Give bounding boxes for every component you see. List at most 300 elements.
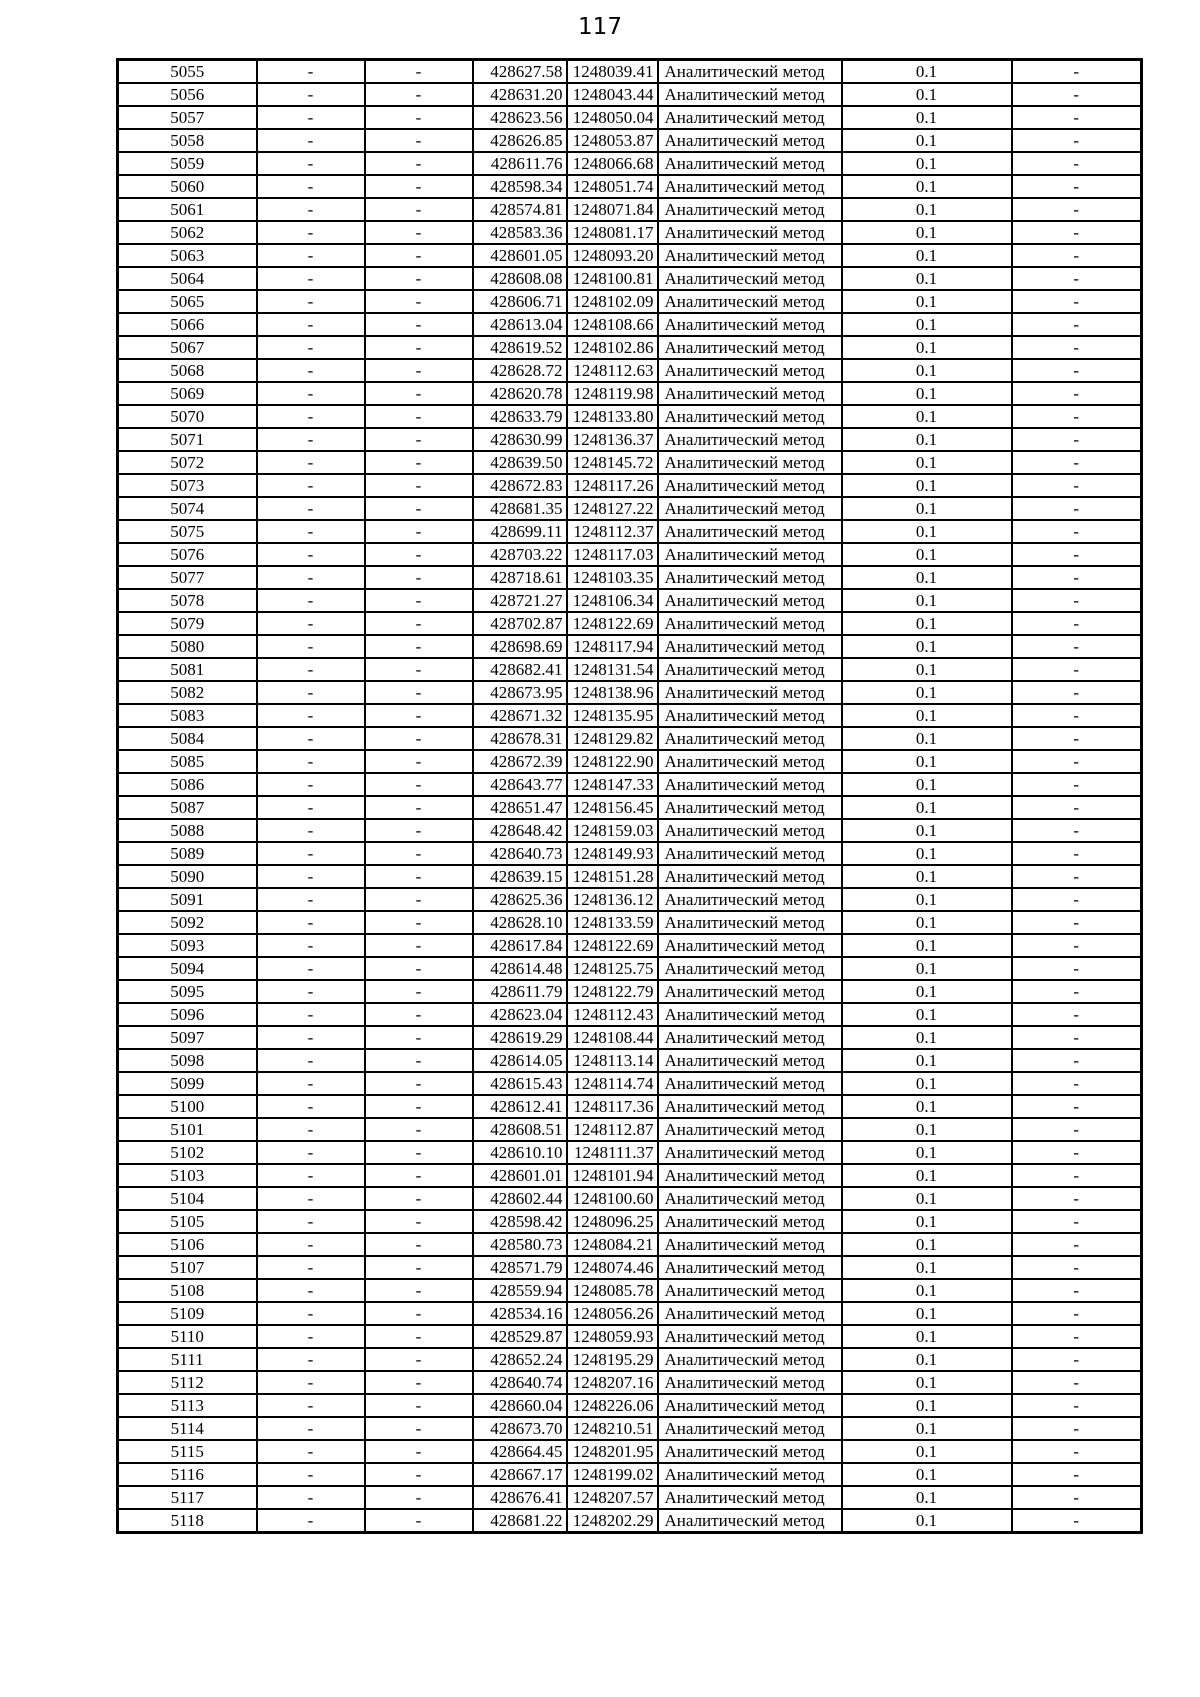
- accuracy-cell: 0.1: [842, 405, 1012, 428]
- empty-cell-3: -: [1012, 566, 1142, 589]
- method-cell: Аналитический метод: [658, 290, 842, 313]
- method-cell: Аналитический метод: [658, 750, 842, 773]
- empty-cell-1: -: [257, 1348, 365, 1371]
- empty-cell-3: -: [1012, 681, 1142, 704]
- table-row: [118, 1302, 1142, 1325]
- empty-cell-3: -: [1012, 1072, 1142, 1095]
- empty-cell-3: -: [1012, 1325, 1142, 1348]
- method-cell: Аналитический метод: [658, 1095, 842, 1118]
- accuracy-cell: 0.1: [842, 175, 1012, 198]
- y-coordinate-cell: 1248117.94: [567, 635, 658, 658]
- empty-cell-2: -: [365, 1509, 473, 1533]
- table-row: [118, 60, 1142, 84]
- accuracy-cell: 0.1: [842, 1141, 1012, 1164]
- empty-cell-3: -: [1012, 221, 1142, 244]
- accuracy-cell: 0.1: [842, 1302, 1012, 1325]
- method-cell: Аналитический метод: [658, 1187, 842, 1210]
- method-cell: Аналитический метод: [658, 497, 842, 520]
- y-coordinate-cell: 1248103.35: [567, 566, 658, 589]
- x-coordinate-cell: 428651.47: [473, 796, 567, 819]
- point-number-cell: 5059: [118, 152, 257, 175]
- empty-cell-1: -: [257, 957, 365, 980]
- y-coordinate-cell: 1248226.06: [567, 1394, 658, 1417]
- table-row: [118, 681, 1142, 704]
- empty-cell-1: -: [257, 750, 365, 773]
- y-coordinate-cell: 1248053.87: [567, 129, 658, 152]
- empty-cell-3: -: [1012, 658, 1142, 681]
- table-row: [118, 451, 1142, 474]
- empty-cell-2: -: [365, 83, 473, 106]
- y-coordinate-cell: 1248202.29: [567, 1509, 658, 1533]
- y-coordinate-cell: 1248207.57: [567, 1486, 658, 1509]
- y-coordinate-cell: 1248081.17: [567, 221, 658, 244]
- x-coordinate-cell: 428614.48: [473, 957, 567, 980]
- empty-cell-3: -: [1012, 1003, 1142, 1026]
- method-cell: Аналитический метод: [658, 842, 842, 865]
- table-row: [118, 1187, 1142, 1210]
- x-coordinate-cell: 428660.04: [473, 1394, 567, 1417]
- x-coordinate-cell: 428612.41: [473, 1095, 567, 1118]
- point-number-cell: 5102: [118, 1141, 257, 1164]
- y-coordinate-cell: 1248122.90: [567, 750, 658, 773]
- table-row: [118, 1072, 1142, 1095]
- table-row: [118, 612, 1142, 635]
- method-cell: Аналитический метод: [658, 1141, 842, 1164]
- table-row: [118, 83, 1142, 106]
- table-row: [118, 497, 1142, 520]
- y-coordinate-cell: 1248111.37: [567, 1141, 658, 1164]
- y-coordinate-cell: 1248112.87: [567, 1118, 658, 1141]
- table-row: [118, 1141, 1142, 1164]
- accuracy-cell: 0.1: [842, 336, 1012, 359]
- y-coordinate-cell: 1248207.16: [567, 1371, 658, 1394]
- point-number-cell: 5105: [118, 1210, 257, 1233]
- y-coordinate-cell: 1248119.98: [567, 382, 658, 405]
- x-coordinate-cell: 428627.58: [473, 60, 567, 84]
- y-coordinate-cell: 1248122.69: [567, 934, 658, 957]
- point-number-cell: 5097: [118, 1026, 257, 1049]
- x-coordinate-cell: 428623.56: [473, 106, 567, 129]
- empty-cell-3: -: [1012, 1095, 1142, 1118]
- empty-cell-1: -: [257, 198, 365, 221]
- empty-cell-3: -: [1012, 1348, 1142, 1371]
- empty-cell-1: -: [257, 1003, 365, 1026]
- empty-cell-3: -: [1012, 1302, 1142, 1325]
- accuracy-cell: 0.1: [842, 819, 1012, 842]
- empty-cell-1: -: [257, 1371, 365, 1394]
- y-coordinate-cell: 1248133.59: [567, 911, 658, 934]
- empty-cell-3: -: [1012, 888, 1142, 911]
- x-coordinate-cell: 428630.99: [473, 428, 567, 451]
- empty-cell-2: -: [365, 405, 473, 428]
- empty-cell-2: -: [365, 842, 473, 865]
- y-coordinate-cell: 1248122.69: [567, 612, 658, 635]
- point-number-cell: 5106: [118, 1233, 257, 1256]
- accuracy-cell: 0.1: [842, 566, 1012, 589]
- point-number-cell: 5076: [118, 543, 257, 566]
- y-coordinate-cell: 1248136.37: [567, 428, 658, 451]
- empty-cell-2: -: [365, 957, 473, 980]
- empty-cell-1: -: [257, 612, 365, 635]
- accuracy-cell: 0.1: [842, 313, 1012, 336]
- table-row: [118, 888, 1142, 911]
- x-coordinate-cell: 428681.22: [473, 1509, 567, 1533]
- empty-cell-1: -: [257, 1486, 365, 1509]
- point-number-cell: 5086: [118, 773, 257, 796]
- empty-cell-2: -: [365, 520, 473, 543]
- x-coordinate-cell: 428682.41: [473, 658, 567, 681]
- method-cell: Аналитический метод: [658, 1003, 842, 1026]
- table-row: [118, 796, 1142, 819]
- empty-cell-2: -: [365, 1371, 473, 1394]
- method-cell: Аналитический метод: [658, 428, 842, 451]
- point-number-cell: 5067: [118, 336, 257, 359]
- empty-cell-1: -: [257, 1463, 365, 1486]
- y-coordinate-cell: 1248125.75: [567, 957, 658, 980]
- accuracy-cell: 0.1: [842, 520, 1012, 543]
- accuracy-cell: 0.1: [842, 451, 1012, 474]
- empty-cell-3: -: [1012, 1371, 1142, 1394]
- accuracy-cell: 0.1: [842, 773, 1012, 796]
- y-coordinate-cell: 1248147.33: [567, 773, 658, 796]
- accuracy-cell: 0.1: [842, 727, 1012, 750]
- point-number-cell: 5061: [118, 198, 257, 221]
- point-number-cell: 5071: [118, 428, 257, 451]
- empty-cell-3: -: [1012, 934, 1142, 957]
- y-coordinate-cell: 1248127.22: [567, 497, 658, 520]
- empty-cell-2: -: [365, 543, 473, 566]
- y-coordinate-cell: 1248096.25: [567, 1210, 658, 1233]
- table-row: [118, 359, 1142, 382]
- method-cell: Аналитический метод: [658, 520, 842, 543]
- empty-cell-3: -: [1012, 474, 1142, 497]
- x-coordinate-cell: 428598.34: [473, 175, 567, 198]
- coordinates-table: [116, 58, 1143, 1534]
- point-number-cell: 5091: [118, 888, 257, 911]
- y-coordinate-cell: 1248085.78: [567, 1279, 658, 1302]
- method-cell: Аналитический метод: [658, 635, 842, 658]
- empty-cell-1: -: [257, 451, 365, 474]
- x-coordinate-cell: 428676.41: [473, 1486, 567, 1509]
- empty-cell-3: -: [1012, 129, 1142, 152]
- empty-cell-2: -: [365, 198, 473, 221]
- x-coordinate-cell: 428718.61: [473, 566, 567, 589]
- empty-cell-3: -: [1012, 405, 1142, 428]
- point-number-cell: 5079: [118, 612, 257, 635]
- y-coordinate-cell: 1248195.29: [567, 1348, 658, 1371]
- y-coordinate-cell: 1248050.04: [567, 106, 658, 129]
- x-coordinate-cell: 428619.29: [473, 1026, 567, 1049]
- empty-cell-2: -: [365, 1210, 473, 1233]
- empty-cell-2: -: [365, 635, 473, 658]
- method-cell: Аналитический метод: [658, 566, 842, 589]
- empty-cell-1: -: [257, 1095, 365, 1118]
- empty-cell-1: -: [257, 681, 365, 704]
- table-row: [118, 957, 1142, 980]
- method-cell: Аналитический метод: [658, 819, 842, 842]
- accuracy-cell: 0.1: [842, 1003, 1012, 1026]
- empty-cell-2: -: [365, 1164, 473, 1187]
- method-cell: Аналитический метод: [658, 175, 842, 198]
- empty-cell-3: -: [1012, 704, 1142, 727]
- empty-cell-1: -: [257, 888, 365, 911]
- empty-cell-1: -: [257, 290, 365, 313]
- table-row: [118, 911, 1142, 934]
- point-number-cell: 5066: [118, 313, 257, 336]
- empty-cell-3: -: [1012, 152, 1142, 175]
- empty-cell-1: -: [257, 1394, 365, 1417]
- empty-cell-2: -: [365, 704, 473, 727]
- method-cell: Аналитический метод: [658, 1256, 842, 1279]
- point-number-cell: 5096: [118, 1003, 257, 1026]
- x-coordinate-cell: 428623.04: [473, 1003, 567, 1026]
- table-row: [118, 1279, 1142, 1302]
- method-cell: Аналитический метод: [658, 681, 842, 704]
- empty-cell-1: -: [257, 520, 365, 543]
- table-row: [118, 1026, 1142, 1049]
- empty-cell-2: -: [365, 1486, 473, 1509]
- accuracy-cell: 0.1: [842, 1233, 1012, 1256]
- x-coordinate-cell: 428608.08: [473, 267, 567, 290]
- table-row: [118, 1348, 1142, 1371]
- table-row: [118, 175, 1142, 198]
- y-coordinate-cell: 1248071.84: [567, 198, 658, 221]
- point-number-cell: 5103: [118, 1164, 257, 1187]
- empty-cell-3: -: [1012, 750, 1142, 773]
- empty-cell-2: -: [365, 934, 473, 957]
- empty-cell-1: -: [257, 106, 365, 129]
- method-cell: Аналитический метод: [658, 934, 842, 957]
- empty-cell-1: -: [257, 359, 365, 382]
- empty-cell-3: -: [1012, 1394, 1142, 1417]
- table-row: [118, 474, 1142, 497]
- empty-cell-1: -: [257, 589, 365, 612]
- empty-cell-1: -: [257, 1187, 365, 1210]
- method-cell: Аналитический метод: [658, 1279, 842, 1302]
- y-coordinate-cell: 1248039.41: [567, 60, 658, 84]
- method-cell: Аналитический метод: [658, 1118, 842, 1141]
- method-cell: Аналитический метод: [658, 727, 842, 750]
- accuracy-cell: 0.1: [842, 1394, 1012, 1417]
- accuracy-cell: 0.1: [842, 1049, 1012, 1072]
- point-number-cell: 5099: [118, 1072, 257, 1095]
- accuracy-cell: 0.1: [842, 1371, 1012, 1394]
- table-row: [118, 290, 1142, 313]
- empty-cell-3: -: [1012, 1440, 1142, 1463]
- empty-cell-1: -: [257, 267, 365, 290]
- empty-cell-3: -: [1012, 819, 1142, 842]
- empty-cell-1: -: [257, 980, 365, 1003]
- empty-cell-3: -: [1012, 1118, 1142, 1141]
- x-coordinate-cell: 428615.43: [473, 1072, 567, 1095]
- point-number-cell: 5095: [118, 980, 257, 1003]
- table-row: [118, 1440, 1142, 1463]
- accuracy-cell: 0.1: [842, 221, 1012, 244]
- point-number-cell: 5104: [118, 1187, 257, 1210]
- empty-cell-3: -: [1012, 1026, 1142, 1049]
- table-row: [118, 773, 1142, 796]
- point-number-cell: 5057: [118, 106, 257, 129]
- x-coordinate-cell: 428633.79: [473, 405, 567, 428]
- empty-cell-2: -: [365, 221, 473, 244]
- table-row: [118, 658, 1142, 681]
- method-cell: Аналитический метод: [658, 1302, 842, 1325]
- point-number-cell: 5055: [118, 60, 257, 84]
- empty-cell-2: -: [365, 911, 473, 934]
- y-coordinate-cell: 1248159.03: [567, 819, 658, 842]
- point-number-cell: 5082: [118, 681, 257, 704]
- empty-cell-1: -: [257, 1026, 365, 1049]
- y-coordinate-cell: 1248066.68: [567, 152, 658, 175]
- table-row: [118, 1371, 1142, 1394]
- table-row: [118, 635, 1142, 658]
- method-cell: Аналитический метод: [658, 1049, 842, 1072]
- y-coordinate-cell: 1248108.66: [567, 313, 658, 336]
- accuracy-cell: 0.1: [842, 589, 1012, 612]
- empty-cell-1: -: [257, 428, 365, 451]
- table-row: [118, 1095, 1142, 1118]
- empty-cell-3: -: [1012, 106, 1142, 129]
- empty-cell-1: -: [257, 543, 365, 566]
- empty-cell-3: -: [1012, 1049, 1142, 1072]
- point-number-cell: 5068: [118, 359, 257, 382]
- y-coordinate-cell: 1248102.09: [567, 290, 658, 313]
- y-coordinate-cell: 1248093.20: [567, 244, 658, 267]
- empty-cell-3: -: [1012, 543, 1142, 566]
- method-cell: Аналитический метод: [658, 589, 842, 612]
- empty-cell-3: -: [1012, 1141, 1142, 1164]
- empty-cell-3: -: [1012, 244, 1142, 267]
- y-coordinate-cell: 1248117.03: [567, 543, 658, 566]
- accuracy-cell: 0.1: [842, 382, 1012, 405]
- accuracy-cell: 0.1: [842, 129, 1012, 152]
- y-coordinate-cell: 1248112.43: [567, 1003, 658, 1026]
- method-cell: Аналитический метод: [658, 405, 842, 428]
- table-row: [118, 1003, 1142, 1026]
- table-row: [118, 198, 1142, 221]
- accuracy-cell: 0.1: [842, 1164, 1012, 1187]
- point-number-cell: 5072: [118, 451, 257, 474]
- table-row: [118, 1417, 1142, 1440]
- empty-cell-2: -: [365, 727, 473, 750]
- y-coordinate-cell: 1248156.45: [567, 796, 658, 819]
- accuracy-cell: 0.1: [842, 957, 1012, 980]
- empty-cell-2: -: [365, 888, 473, 911]
- method-cell: Аналитический метод: [658, 474, 842, 497]
- empty-cell-2: -: [365, 152, 473, 175]
- x-coordinate-cell: 428571.79: [473, 1256, 567, 1279]
- empty-cell-1: -: [257, 658, 365, 681]
- x-coordinate-cell: 428625.36: [473, 888, 567, 911]
- table-row: [118, 704, 1142, 727]
- empty-cell-3: -: [1012, 911, 1142, 934]
- y-coordinate-cell: 1248106.34: [567, 589, 658, 612]
- y-coordinate-cell: 1248051.74: [567, 175, 658, 198]
- method-cell: Аналитический метод: [658, 1325, 842, 1348]
- method-cell: Аналитический метод: [658, 658, 842, 681]
- empty-cell-1: -: [257, 244, 365, 267]
- x-coordinate-cell: 428702.87: [473, 612, 567, 635]
- accuracy-cell: 0.1: [842, 1256, 1012, 1279]
- y-coordinate-cell: 1248133.80: [567, 405, 658, 428]
- empty-cell-1: -: [257, 1325, 365, 1348]
- x-coordinate-cell: 428671.32: [473, 704, 567, 727]
- x-coordinate-cell: 428667.17: [473, 1463, 567, 1486]
- point-number-cell: 5088: [118, 819, 257, 842]
- y-coordinate-cell: 1248101.94: [567, 1164, 658, 1187]
- method-cell: Аналитический метод: [658, 911, 842, 934]
- empty-cell-3: -: [1012, 727, 1142, 750]
- empty-cell-3: -: [1012, 336, 1142, 359]
- empty-cell-3: -: [1012, 842, 1142, 865]
- accuracy-cell: 0.1: [842, 1072, 1012, 1095]
- x-coordinate-cell: 428529.87: [473, 1325, 567, 1348]
- empty-cell-1: -: [257, 336, 365, 359]
- table-row: [118, 1256, 1142, 1279]
- table-row: [118, 819, 1142, 842]
- y-coordinate-cell: 1248210.51: [567, 1417, 658, 1440]
- accuracy-cell: 0.1: [842, 865, 1012, 888]
- x-coordinate-cell: 428639.50: [473, 451, 567, 474]
- point-number-cell: 5070: [118, 405, 257, 428]
- empty-cell-2: -: [365, 1440, 473, 1463]
- accuracy-cell: 0.1: [842, 934, 1012, 957]
- table-row: [118, 566, 1142, 589]
- empty-cell-2: -: [365, 382, 473, 405]
- accuracy-cell: 0.1: [842, 1417, 1012, 1440]
- point-number-cell: 5101: [118, 1118, 257, 1141]
- empty-cell-3: -: [1012, 382, 1142, 405]
- point-number-cell: 5090: [118, 865, 257, 888]
- empty-cell-1: -: [257, 1279, 365, 1302]
- y-coordinate-cell: 1248056.26: [567, 1302, 658, 1325]
- empty-cell-2: -: [365, 129, 473, 152]
- table-row: [118, 1486, 1142, 1509]
- point-number-cell: 5113: [118, 1394, 257, 1417]
- x-coordinate-cell: 428606.71: [473, 290, 567, 313]
- empty-cell-1: -: [257, 313, 365, 336]
- table-row: [118, 934, 1142, 957]
- accuracy-cell: 0.1: [842, 1463, 1012, 1486]
- point-number-cell: 5063: [118, 244, 257, 267]
- point-number-cell: 5094: [118, 957, 257, 980]
- x-coordinate-cell: 428611.79: [473, 980, 567, 1003]
- empty-cell-1: -: [257, 1417, 365, 1440]
- accuracy-cell: 0.1: [842, 1095, 1012, 1118]
- table-row: [118, 1118, 1142, 1141]
- table-row: [118, 313, 1142, 336]
- accuracy-cell: 0.1: [842, 83, 1012, 106]
- empty-cell-2: -: [365, 566, 473, 589]
- accuracy-cell: 0.1: [842, 1348, 1012, 1371]
- empty-cell-2: -: [365, 1118, 473, 1141]
- y-coordinate-cell: 1248201.95: [567, 1440, 658, 1463]
- empty-cell-2: -: [365, 1095, 473, 1118]
- accuracy-cell: 0.1: [842, 106, 1012, 129]
- point-number-cell: 5100: [118, 1095, 257, 1118]
- point-number-cell: 5116: [118, 1463, 257, 1486]
- page-number: 117: [578, 14, 622, 40]
- empty-cell-3: -: [1012, 1417, 1142, 1440]
- table-row: [118, 980, 1142, 1003]
- table-row: [118, 428, 1142, 451]
- empty-cell-1: -: [257, 727, 365, 750]
- empty-cell-3: -: [1012, 1509, 1142, 1533]
- point-number-cell: 5117: [118, 1486, 257, 1509]
- empty-cell-1: -: [257, 1233, 365, 1256]
- empty-cell-3: -: [1012, 175, 1142, 198]
- method-cell: Аналитический метод: [658, 1440, 842, 1463]
